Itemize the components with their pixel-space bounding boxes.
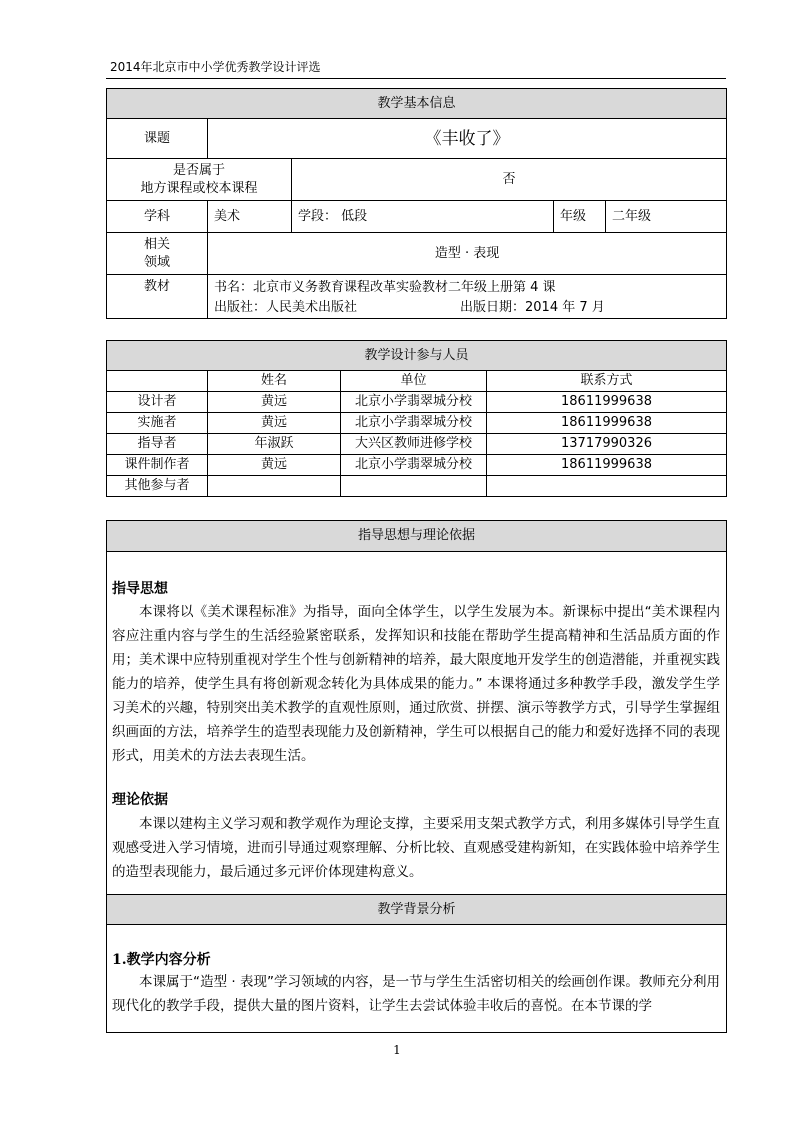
local-course-value: 否 [292,159,727,201]
textbook-label: 教材 [107,275,208,319]
name-cell: 黄远 [208,392,341,413]
role-cell: 其他参与者 [107,476,208,497]
topic-value: 《丰收了》 [208,119,727,159]
table-row [107,455,727,476]
contact-cell [487,476,727,497]
guide-heading: 指导思想 [112,581,168,597]
col-header-name: 姓名 [208,371,341,392]
textbook-pub-date: 出版日期：2014 年 7 月 [460,300,605,315]
role-cell: 实施者 [107,413,208,434]
topic-label: 课题 [107,119,208,159]
table-row [107,476,727,497]
role-cell: 设计者 [107,392,208,413]
guide-title: 指导思想与理论依据 [107,521,727,552]
participants-table [106,340,727,497]
page-header: 2014年北京市中小学优秀教学设计评选 [110,60,321,74]
theory-paragraph: 本课以建构主义学习观和教学观作为理论支撑，主要采用支架式教学方式，利用多媒体引导学生直观感受进入学习情境，进而引导通过观察理解、分析比较、直观感受建构新知，在实践体验中培养学生的造型表现能力，最后通过多元评价体现建构意义。 [112,816,720,880]
name-cell: 黄远 [208,413,341,434]
unit-cell: 北京小学翡翠城分校 [341,455,487,476]
local-course-label-line1: 是否属于 [172,162,225,178]
name-cell: 年淑跃 [208,434,341,455]
unit-cell [341,476,487,497]
col-header-contact: 联系方式 [487,371,727,392]
textbook-value [208,275,727,319]
subject-value: 美术 [208,201,292,233]
basic-info-title: 教学基本信息 [107,89,727,119]
contact-cell: 18611999638 [487,413,727,434]
name-cell [208,476,341,497]
guide-paragraph: 本课将以《美术课程标准》为指导，面向全体学生，以学生发展为本。新课标中提出“美术课程内容应注重内容与学生的生活经验紧密联系，发挥知识和技能在帮助学生提高精神和生活品质方面的作用；美术课中应特别重视对学生个性与创新精神的培养，最大限度地开发学生的创造潜能，并重视实践能力的培养，使学生具有将创新观念转化为具体成果的能力。” 本课将通过多种教学手段，激发学生学习美术的兴趣，特别突出美术教学的直观性原则，通过欣赏、拼摆、演示等教学方式，引导学生掌握组织画面的方法，培养学生的造型表现能力及创新精神，学生可以根据自己的能力和爱好选择不同的表现形式，用美术的方法去表现生活。 [112,604,720,764]
unit-cell: 北京小学翡翠城分校 [341,392,487,413]
field-value: 造型 · 表现 [208,233,727,275]
contact-cell: 18611999638 [487,455,727,476]
stage-label: 学段： [298,208,338,224]
contact-cell: 18611999638 [487,392,727,413]
grade-value: 二年级 [606,201,727,233]
col-header-unit: 单位 [341,371,487,392]
background-title: 教学背景分析 [107,895,727,925]
grade-label: 年级 [554,201,606,233]
participants-title: 教学设计参与人员 [107,341,727,371]
role-cell: 指导者 [107,434,208,455]
field-label [107,233,208,275]
basic-info-table [106,88,727,319]
field-label-line2: 领域 [143,254,170,270]
stage-value: 低段 [341,208,368,224]
theory-heading: 理论依据 [112,792,168,808]
content-analysis-paragraph: 本课属于“造型 · 表现”学习领域的内容，是一节与学生生活密切相关的绘画创作课。教师充分利用现代化的教学手段，提供大量的图片资料，让学生去尝试体验丰收后的喜悦。在本节课的学 [112,974,720,1014]
local-course-label-line2: 地方课程或校本课程 [140,180,258,196]
col-header-role [107,371,208,392]
header-rule [106,78,726,79]
subject-label: 学科 [107,201,208,233]
stage-cell [292,201,554,233]
contact-cell: 13717990326 [487,434,727,455]
field-label-line1: 相关 [143,236,170,252]
unit-cell: 大兴区教师进修学校 [341,434,487,455]
content-analysis-heading: 1.教学内容分析 [112,952,211,968]
page-number: 1 [393,1043,401,1057]
local-course-label [107,159,292,201]
table-row [107,413,727,434]
textbook-publisher-line [214,298,726,318]
textbook-name: 书名：北京市义务教育课程改革实验教材二年级上册第 4 课 [214,280,556,295]
unit-cell: 北京小学翡翠城分校 [341,413,487,434]
role-cell: 课件制作者 [107,455,208,476]
textbook-publisher: 出版社：人民美术出版社 [214,300,358,315]
table-row [107,434,727,455]
name-cell: 黄远 [208,455,341,476]
table-row [107,392,727,413]
